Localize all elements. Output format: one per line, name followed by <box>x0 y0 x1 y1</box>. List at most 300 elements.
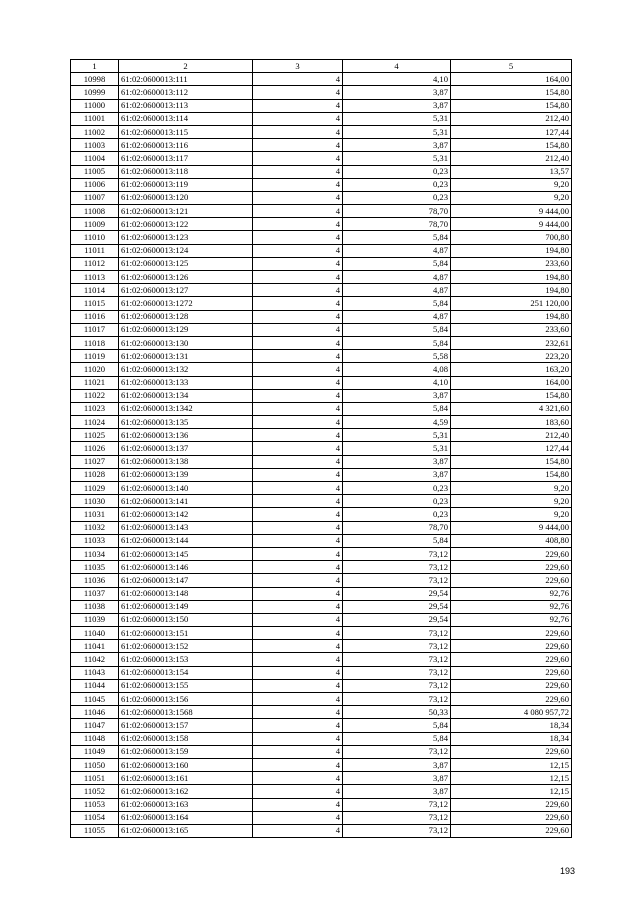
header-col-3: 3 <box>253 60 343 73</box>
column-3-value: 4 <box>253 244 343 257</box>
cadastral-number: 61:02:0600013:133 <box>119 376 253 389</box>
column-3-value: 4 <box>253 455 343 468</box>
column-4-value: 73,12 <box>343 653 451 666</box>
column-4-value: 5,84 <box>343 231 451 244</box>
cadastral-number: 61:02:0600013:144 <box>119 534 253 547</box>
table-row <box>71 284 572 297</box>
column-5-value: 194,80 <box>451 310 572 323</box>
cadastral-number: 61:02:0600013:143 <box>119 521 253 534</box>
column-3-value: 4 <box>253 442 343 455</box>
column-3-value: 4 <box>253 231 343 244</box>
row-number: 11008 <box>71 205 119 218</box>
cadastral-number: 61:02:0600013:120 <box>119 191 253 204</box>
row-number: 11041 <box>71 640 119 653</box>
cadastral-number: 61:02:0600013:130 <box>119 336 253 349</box>
column-3-value: 4 <box>253 798 343 811</box>
header-col-2: 2 <box>119 60 253 73</box>
row-number: 11025 <box>71 429 119 442</box>
cadastral-number: 61:02:0600013:141 <box>119 495 253 508</box>
table-row <box>71 297 572 310</box>
column-5-value: 163,20 <box>451 363 572 376</box>
cadastral-number: 61:02:0600013:156 <box>119 693 253 706</box>
row-number: 11014 <box>71 284 119 297</box>
column-5-value: 92,76 <box>451 587 572 600</box>
table-row <box>71 218 572 231</box>
row-number: 11011 <box>71 244 119 257</box>
row-number: 11046 <box>71 706 119 719</box>
column-5-value: 229,60 <box>451 574 572 587</box>
table-row <box>71 86 572 99</box>
cadastral-number: 61:02:0600013:115 <box>119 125 253 138</box>
column-5-value: 223,20 <box>451 350 572 363</box>
row-number: 11024 <box>71 416 119 429</box>
row-number: 11001 <box>71 112 119 125</box>
table-row <box>71 679 572 692</box>
row-number: 11045 <box>71 693 119 706</box>
column-4-value: 4,87 <box>343 284 451 297</box>
table-row <box>71 191 572 204</box>
column-5-value: 154,80 <box>451 99 572 112</box>
column-4-value: 73,12 <box>343 561 451 574</box>
column-4-value: 5,84 <box>343 257 451 270</box>
table-row <box>71 112 572 125</box>
column-5-value: 233,60 <box>451 257 572 270</box>
row-number: 11055 <box>71 824 119 837</box>
cadastral-number: 61:02:0600013:150 <box>119 613 253 626</box>
column-5-value: 233,60 <box>451 323 572 336</box>
table-row <box>71 376 572 389</box>
row-number: 11031 <box>71 508 119 521</box>
row-number: 11017 <box>71 323 119 336</box>
column-4-value: 3,87 <box>343 455 451 468</box>
column-4-value: 4,08 <box>343 363 451 376</box>
column-5-value: 212,40 <box>451 112 572 125</box>
column-4-value: 78,70 <box>343 218 451 231</box>
table-row <box>71 178 572 191</box>
column-4-value: 29,54 <box>343 600 451 613</box>
table-row <box>71 416 572 429</box>
cadastral-number: 61:02:0600013:135 <box>119 416 253 429</box>
table-row <box>71 389 572 402</box>
column-5-value: 194,80 <box>451 271 572 284</box>
header-col-4: 4 <box>343 60 451 73</box>
column-4-value: 5,58 <box>343 350 451 363</box>
column-3-value: 4 <box>253 323 343 336</box>
column-4-value: 0,23 <box>343 495 451 508</box>
column-3-value: 4 <box>253 640 343 653</box>
column-4-value: 73,12 <box>343 679 451 692</box>
column-5-value: 12,15 <box>451 785 572 798</box>
column-4-value: 3,87 <box>343 99 451 112</box>
column-4-value: 73,12 <box>343 811 451 824</box>
cadastral-number: 61:02:0600013:117 <box>119 152 253 165</box>
table-row <box>71 732 572 745</box>
cadastral-number: 61:02:0600013:114 <box>119 112 253 125</box>
column-4-value: 29,54 <box>343 613 451 626</box>
table-row <box>71 139 572 152</box>
row-number: 11023 <box>71 402 119 415</box>
cadastral-number: 61:02:0600013:155 <box>119 679 253 692</box>
table-row <box>71 508 572 521</box>
table-row <box>71 73 572 86</box>
row-number: 11048 <box>71 732 119 745</box>
row-number: 11012 <box>71 257 119 270</box>
column-4-value: 73,12 <box>343 824 451 837</box>
cadastral-number: 61:02:0600013:151 <box>119 627 253 640</box>
cadastral-number: 61:02:0600013:149 <box>119 600 253 613</box>
column-3-value: 4 <box>253 693 343 706</box>
column-5-value: 229,60 <box>451 666 572 679</box>
table-row <box>71 257 572 270</box>
row-number: 11038 <box>71 600 119 613</box>
cadastral-number: 61:02:0600013:147 <box>119 574 253 587</box>
column-5-value: 229,60 <box>451 547 572 560</box>
table-row <box>71 231 572 244</box>
column-3-value: 4 <box>253 297 343 310</box>
table-row <box>71 772 572 785</box>
column-3-value: 4 <box>253 350 343 363</box>
column-3-value: 4 <box>253 745 343 758</box>
column-3-value: 4 <box>253 429 343 442</box>
table-row <box>71 468 572 481</box>
table-row <box>71 402 572 415</box>
column-4-value: 0,23 <box>343 482 451 495</box>
row-number: 11002 <box>71 125 119 138</box>
column-4-value: 0,23 <box>343 165 451 178</box>
table-row <box>71 429 572 442</box>
header-col-1: 1 <box>71 60 119 73</box>
table-row <box>71 310 572 323</box>
column-3-value: 4 <box>253 152 343 165</box>
column-3-value: 4 <box>253 402 343 415</box>
column-3-value: 4 <box>253 112 343 125</box>
column-4-value: 3,87 <box>343 86 451 99</box>
column-5-value: 229,60 <box>451 693 572 706</box>
column-3-value: 4 <box>253 574 343 587</box>
cadastral-number: 61:02:0600013:113 <box>119 99 253 112</box>
column-5-value: 183,60 <box>451 416 572 429</box>
column-3-value: 4 <box>253 495 343 508</box>
table-row <box>71 653 572 666</box>
cadastral-number: 61:02:0600013:138 <box>119 455 253 468</box>
column-3-value: 4 <box>253 376 343 389</box>
column-4-value: 5,84 <box>343 732 451 745</box>
cadastral-number: 61:02:0600013:139 <box>119 468 253 481</box>
column-5-value: 12,15 <box>451 758 572 771</box>
table-row <box>71 627 572 640</box>
table-row <box>71 521 572 534</box>
column-3-value: 4 <box>253 508 343 521</box>
column-5-value: 92,76 <box>451 600 572 613</box>
column-4-value: 5,84 <box>343 402 451 415</box>
column-3-value: 4 <box>253 785 343 798</box>
column-3-value: 4 <box>253 284 343 297</box>
row-number: 11016 <box>71 310 119 323</box>
column-3-value: 4 <box>253 706 343 719</box>
cadastral-number: 61:02:0600013:126 <box>119 271 253 284</box>
column-4-value: 3,87 <box>343 785 451 798</box>
column-3-value: 4 <box>253 139 343 152</box>
column-5-value: 229,60 <box>451 798 572 811</box>
row-number: 11039 <box>71 613 119 626</box>
column-4-value: 78,70 <box>343 521 451 534</box>
column-3-value: 4 <box>253 521 343 534</box>
column-4-value: 5,84 <box>343 297 451 310</box>
row-number: 11030 <box>71 495 119 508</box>
table-row <box>71 152 572 165</box>
cadastral-number: 61:02:0600013:164 <box>119 811 253 824</box>
row-number: 11040 <box>71 627 119 640</box>
table-row <box>71 350 572 363</box>
header-row <box>71 60 572 73</box>
row-number: 10999 <box>71 86 119 99</box>
row-number: 11004 <box>71 152 119 165</box>
column-4-value: 73,12 <box>343 798 451 811</box>
cadastral-number: 61:02:0600013:142 <box>119 508 253 521</box>
column-5-value: 229,60 <box>451 627 572 640</box>
column-3-value: 4 <box>253 416 343 429</box>
table-row <box>71 745 572 758</box>
column-5-value: 4 321,60 <box>451 402 572 415</box>
header-col-5: 5 <box>451 60 572 73</box>
table-row <box>71 165 572 178</box>
column-5-value: 9,20 <box>451 191 572 204</box>
column-5-value: 212,40 <box>451 429 572 442</box>
table-row <box>71 693 572 706</box>
column-4-value: 4,87 <box>343 244 451 257</box>
column-4-value: 73,12 <box>343 693 451 706</box>
column-4-value: 73,12 <box>343 627 451 640</box>
cadastral-number: 61:02:0600013:1272 <box>119 297 253 310</box>
column-4-value: 3,87 <box>343 758 451 771</box>
column-4-value: 78,70 <box>343 205 451 218</box>
table-row <box>71 205 572 218</box>
column-5-value: 229,60 <box>451 745 572 758</box>
row-number: 11013 <box>71 271 119 284</box>
row-number: 11006 <box>71 178 119 191</box>
row-number: 11007 <box>71 191 119 204</box>
cadastral-number: 61:02:0600013:145 <box>119 547 253 560</box>
column-4-value: 5,31 <box>343 125 451 138</box>
table-row <box>71 719 572 732</box>
row-number: 11028 <box>71 468 119 481</box>
cadastral-number: 61:02:0600013:162 <box>119 785 253 798</box>
column-5-value: 154,80 <box>451 86 572 99</box>
table-row <box>71 482 572 495</box>
cadastral-number: 61:02:0600013:1342 <box>119 402 253 415</box>
column-5-value: 164,00 <box>451 73 572 86</box>
cadastral-number: 61:02:0600013:1568 <box>119 706 253 719</box>
column-3-value: 4 <box>253 389 343 402</box>
row-number: 11044 <box>71 679 119 692</box>
column-3-value: 4 <box>253 191 343 204</box>
table-row <box>71 547 572 560</box>
cadastral-number: 61:02:0600013:140 <box>119 482 253 495</box>
column-3-value: 4 <box>253 73 343 86</box>
column-5-value: 154,80 <box>451 389 572 402</box>
column-4-value: 5,31 <box>343 152 451 165</box>
column-5-value: 154,80 <box>451 468 572 481</box>
table-header <box>71 60 572 73</box>
column-4-value: 4,10 <box>343 73 451 86</box>
row-number: 11021 <box>71 376 119 389</box>
cadastral-number: 61:02:0600013:125 <box>119 257 253 270</box>
table-body <box>71 73 572 838</box>
table-row <box>71 271 572 284</box>
row-number: 11036 <box>71 574 119 587</box>
column-5-value: 92,76 <box>451 613 572 626</box>
column-4-value: 5,84 <box>343 336 451 349</box>
row-number: 10998 <box>71 73 119 86</box>
table-row <box>71 99 572 112</box>
column-4-value: 5,84 <box>343 719 451 732</box>
row-number: 11035 <box>71 561 119 574</box>
column-4-value: 50,33 <box>343 706 451 719</box>
cadastral-number: 61:02:0600013:122 <box>119 218 253 231</box>
row-number: 11053 <box>71 798 119 811</box>
cadastral-number: 61:02:0600013:111 <box>119 73 253 86</box>
cadastral-number: 61:02:0600013:146 <box>119 561 253 574</box>
column-4-value: 4,10 <box>343 376 451 389</box>
column-5-value: 164,00 <box>451 376 572 389</box>
column-5-value: 9,20 <box>451 508 572 521</box>
table-row <box>71 125 572 138</box>
cadastral-number: 61:02:0600013:118 <box>119 165 253 178</box>
column-3-value: 4 <box>253 99 343 112</box>
column-3-value: 4 <box>253 336 343 349</box>
row-number: 11005 <box>71 165 119 178</box>
column-4-value: 5,31 <box>343 112 451 125</box>
column-3-value: 4 <box>253 310 343 323</box>
cadastral-number: 61:02:0600013:161 <box>119 772 253 785</box>
column-4-value: 0,23 <box>343 191 451 204</box>
registry-table <box>70 59 572 838</box>
column-5-value: 229,60 <box>451 824 572 837</box>
table-row <box>71 561 572 574</box>
row-number: 11054 <box>71 811 119 824</box>
column-5-value: 9 444,00 <box>451 205 572 218</box>
row-number: 11026 <box>71 442 119 455</box>
column-4-value: 5,84 <box>343 534 451 547</box>
column-3-value: 4 <box>253 534 343 547</box>
page-number: 193 <box>559 866 575 876</box>
cadastral-number: 61:02:0600013:131 <box>119 350 253 363</box>
column-4-value: 3,87 <box>343 468 451 481</box>
column-5-value: 229,60 <box>451 679 572 692</box>
column-5-value: 212,40 <box>451 152 572 165</box>
column-5-value: 232,61 <box>451 336 572 349</box>
row-number: 11000 <box>71 99 119 112</box>
cadastral-number: 61:02:0600013:158 <box>119 732 253 745</box>
row-number: 11049 <box>71 745 119 758</box>
row-number: 11043 <box>71 666 119 679</box>
column-5-value: 154,80 <box>451 455 572 468</box>
column-3-value: 4 <box>253 561 343 574</box>
cadastral-number: 61:02:0600013:163 <box>119 798 253 811</box>
column-3-value: 4 <box>253 679 343 692</box>
row-number: 11034 <box>71 547 119 560</box>
column-5-value: 127,44 <box>451 125 572 138</box>
column-5-value: 9 444,00 <box>451 521 572 534</box>
column-5-value: 9 444,00 <box>451 218 572 231</box>
table-row <box>71 824 572 837</box>
row-number: 11022 <box>71 389 119 402</box>
table-row <box>71 336 572 349</box>
row-number: 11003 <box>71 139 119 152</box>
column-5-value: 9,20 <box>451 178 572 191</box>
cadastral-number: 61:02:0600013:153 <box>119 653 253 666</box>
column-5-value: 18,34 <box>451 719 572 732</box>
cadastral-number: 61:02:0600013:129 <box>119 323 253 336</box>
column-3-value: 4 <box>253 811 343 824</box>
column-5-value: 408,80 <box>451 534 572 547</box>
row-number: 11010 <box>71 231 119 244</box>
cadastral-number: 61:02:0600013:148 <box>119 587 253 600</box>
column-3-value: 4 <box>253 257 343 270</box>
column-4-value: 5,84 <box>343 323 451 336</box>
column-5-value: 229,60 <box>451 653 572 666</box>
table-row <box>71 613 572 626</box>
column-5-value: 127,44 <box>451 442 572 455</box>
cadastral-number: 61:02:0600013:121 <box>119 205 253 218</box>
column-4-value: 0,23 <box>343 178 451 191</box>
cadastral-number: 61:02:0600013:132 <box>119 363 253 376</box>
table-row <box>71 706 572 719</box>
table-row <box>71 811 572 824</box>
cadastral-number: 61:02:0600013:112 <box>119 86 253 99</box>
column-5-value: 194,80 <box>451 284 572 297</box>
row-number: 11020 <box>71 363 119 376</box>
column-5-value: 9,20 <box>451 482 572 495</box>
row-number: 11009 <box>71 218 119 231</box>
cadastral-number: 61:02:0600013:119 <box>119 178 253 191</box>
column-5-value: 12,15 <box>451 772 572 785</box>
column-3-value: 4 <box>253 86 343 99</box>
row-number: 11032 <box>71 521 119 534</box>
row-number: 11051 <box>71 772 119 785</box>
table-row <box>71 455 572 468</box>
column-3-value: 4 <box>253 547 343 560</box>
column-4-value: 3,87 <box>343 772 451 785</box>
column-3-value: 4 <box>253 600 343 613</box>
cadastral-number: 61:02:0600013:134 <box>119 389 253 402</box>
column-5-value: 9,20 <box>451 495 572 508</box>
cadastral-number: 61:02:0600013:137 <box>119 442 253 455</box>
table-row <box>71 758 572 771</box>
cadastral-number: 61:02:0600013:124 <box>119 244 253 257</box>
column-4-value: 73,12 <box>343 547 451 560</box>
column-3-value: 4 <box>253 666 343 679</box>
table-row <box>71 442 572 455</box>
table-row <box>71 640 572 653</box>
row-number: 11019 <box>71 350 119 363</box>
row-number: 11029 <box>71 482 119 495</box>
table-row <box>71 785 572 798</box>
column-4-value: 0,23 <box>343 508 451 521</box>
column-3-value: 4 <box>253 468 343 481</box>
row-number: 11027 <box>71 455 119 468</box>
table-row <box>71 600 572 613</box>
cadastral-number: 61:02:0600013:152 <box>119 640 253 653</box>
table-row <box>71 244 572 257</box>
table-row <box>71 587 572 600</box>
column-3-value: 4 <box>253 824 343 837</box>
cadastral-number: 61:02:0600013:154 <box>119 666 253 679</box>
cadastral-number: 61:02:0600013:127 <box>119 284 253 297</box>
column-3-value: 4 <box>253 772 343 785</box>
row-number: 11033 <box>71 534 119 547</box>
column-3-value: 4 <box>253 363 343 376</box>
